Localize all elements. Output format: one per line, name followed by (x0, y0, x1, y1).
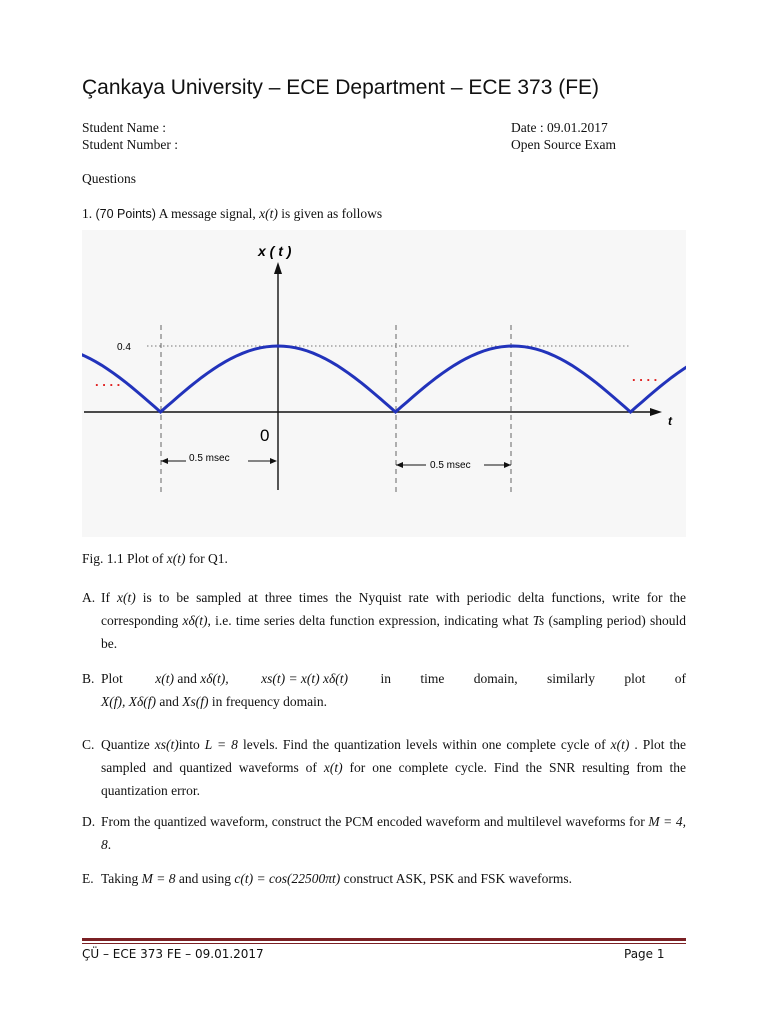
math-x-of-t: x(t) (117, 590, 136, 605)
footer-left-text: ÇÜ – ECE 373 FE – 09.01.2017 (82, 947, 264, 961)
text-run: construct ASK, PSK and FSK waveforms. (343, 871, 573, 886)
question-1-intro (82, 205, 382, 223)
math-x-of-t: x(t) (259, 206, 278, 221)
math-spectra: X(f), Xδ(f) (101, 694, 157, 709)
part-d-text (101, 810, 686, 856)
text-run: in time domain, similarly plot of (380, 671, 686, 686)
math-x-of-t: x(t) (323, 760, 343, 775)
question-intro-text: A message signal, (158, 206, 256, 221)
math-sampled-signal: xs(t) = x(t) xδ(t) (261, 671, 349, 686)
part-label: E. (82, 871, 94, 886)
text-run: Plot (101, 671, 123, 686)
part-d (82, 810, 686, 856)
text-run: into (178, 737, 200, 752)
text-run: for one complete cycle. Find the SNR (349, 760, 576, 775)
peak-value-label: 0.4 (117, 342, 131, 353)
student-name-label: Student Name : (82, 120, 166, 135)
text-run: is to be sampled at three times the Nyquist rate with periodic delta functions, write for (142, 590, 663, 605)
period-label-right: 0.5 msec (430, 460, 471, 471)
part-e-text (101, 867, 686, 890)
math-ts: Ts (532, 613, 545, 628)
caption-text: Fig. 1.1 Plot of (82, 551, 164, 566)
period-label-left: 0.5 msec (189, 453, 230, 464)
math-carrier: c(t) = cos(22500πt) (234, 871, 341, 886)
question-number: 1. (82, 206, 93, 221)
x-axis-label: t (668, 414, 672, 428)
text-run: (sampling (548, 613, 603, 628)
text-run: the corresponding (101, 590, 687, 628)
exam-type: Open Source Exam (511, 137, 616, 152)
math-levels: L = 8 (204, 737, 238, 752)
math-xs-of-t: xs(t) (154, 737, 179, 752)
text-run: . Plot the sampled and quantized waveforms of (101, 737, 687, 775)
y-axis-label: x ( t ) (258, 243, 292, 259)
figure-caption (82, 550, 228, 568)
text-run: levels. Find the quantization levels within one complete cycle of (242, 737, 606, 752)
text-run: Quantize (101, 737, 150, 752)
math-x-delta: xδ(t) (182, 613, 208, 628)
student-number-label: Student Number : (82, 137, 178, 152)
text-run: in frequency domain. (211, 694, 327, 709)
text-run: . (107, 837, 112, 852)
footer-rule-thin (82, 943, 686, 944)
part-a-text (101, 586, 686, 655)
math-m-equals: M = 8 (141, 871, 176, 886)
part-label: C. (82, 737, 95, 752)
math-x-of-t: x(t) (166, 551, 186, 566)
exam-date: Date : 09.01.2017 (511, 120, 608, 135)
part-label: A. (82, 590, 96, 605)
text-run: resulting from the quantization error. (101, 760, 687, 798)
part-e (82, 867, 686, 890)
text-run: From the quantized waveform, construct the PCM encoded waveform and multilevel (101, 814, 562, 829)
math-m-values: M = 4, 8 (101, 814, 687, 852)
part-label: B. (82, 671, 95, 686)
part-label: D. (82, 814, 96, 829)
math-xs-of-f: Xs(f) (182, 694, 209, 709)
question-points: (70 Points) (95, 207, 156, 221)
page-title: Çankaya University – ECE Department – ECE 373 (FE) (82, 76, 600, 99)
caption-tail: for Q1. (188, 551, 228, 566)
text-run: Taking (101, 871, 139, 886)
page-number: Page 1 (624, 947, 665, 961)
signal-plot-figure (82, 230, 686, 537)
text-run: and (159, 694, 179, 709)
origin-label: 0 (260, 426, 270, 445)
part-b (82, 667, 686, 713)
part-a (82, 586, 686, 655)
math-x-delta: xδ(t), (200, 671, 229, 686)
text-run: waveforms for (565, 814, 645, 829)
footer-rule (82, 938, 686, 941)
continuation-dots-left: . . . . (95, 374, 121, 389)
math-x-of-t: x(t) (610, 737, 630, 752)
text-run: and (177, 671, 197, 686)
part-c-text (101, 733, 686, 802)
part-b-text (101, 667, 686, 713)
text-run: and using (178, 871, 232, 886)
question-intro-tail: is given as follows (281, 206, 383, 221)
part-c (82, 733, 686, 802)
text-run: , i.e. time series delta function expression, indicating what (207, 613, 529, 628)
text-run: period) should be. (101, 613, 686, 651)
questions-heading: Questions (82, 171, 136, 186)
continuation-dots-right: . . . . (632, 369, 658, 384)
text-run: If (101, 590, 110, 605)
math-x-of-t: x(t) (155, 671, 174, 686)
